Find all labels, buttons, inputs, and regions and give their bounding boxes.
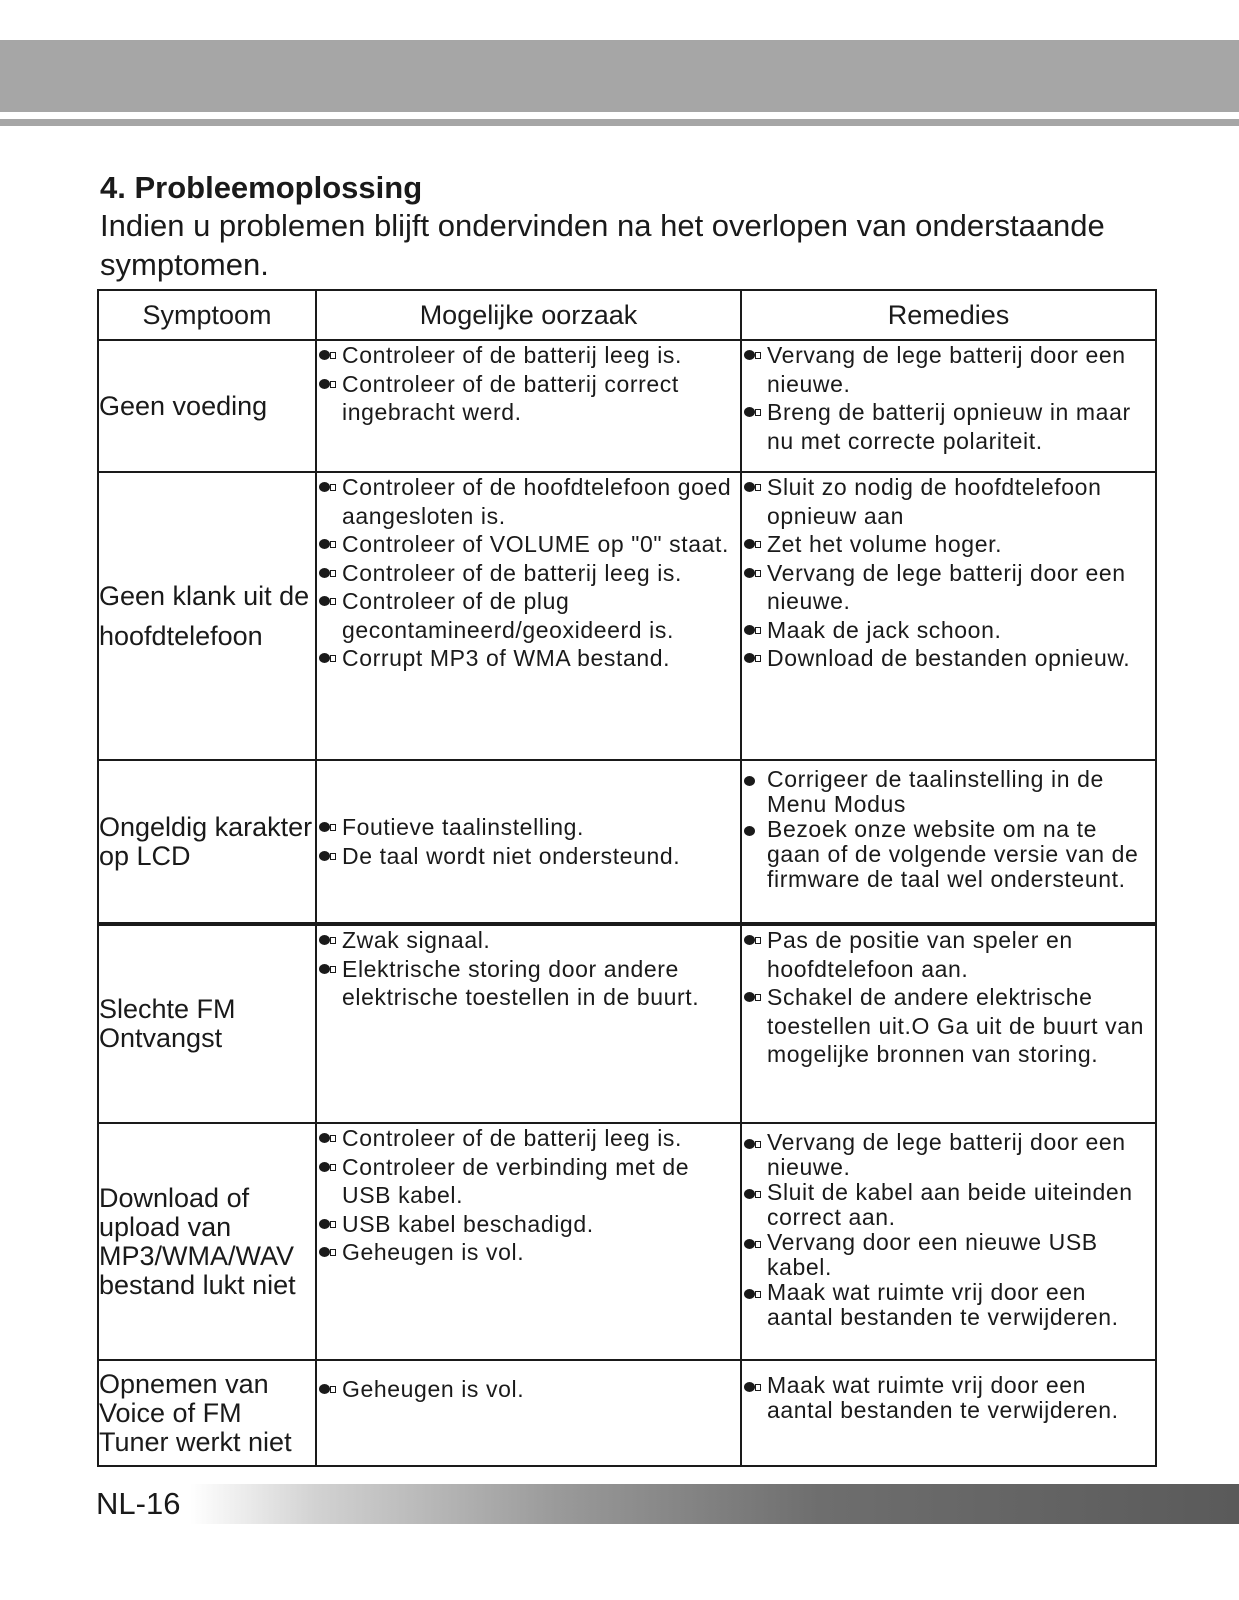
cause-cell xyxy=(316,472,741,760)
list-item: Maak de jack schoon. xyxy=(742,616,1155,645)
table-row xyxy=(98,760,1156,924)
list-item: Vervang door een nieuwe USB kabel. xyxy=(742,1230,1155,1280)
header-symptom: Symptoom xyxy=(98,290,316,340)
list-item: Download de bestanden opnieuw. xyxy=(742,644,1155,673)
list-item: Controleer of de batterij leeg is. xyxy=(317,1124,740,1153)
list-item: Schakel de andere elektrische toestellen uit.O Ga uit de buurt van mogelijke bronnen van storing. xyxy=(742,983,1155,1069)
list-item: Vervang de lege batterij door een nieuwe. xyxy=(742,559,1155,616)
footer-band xyxy=(190,1484,1239,1524)
list-item: Breng de batterij opnieuw in maar nu met correcte polariteit. xyxy=(742,398,1155,455)
header-cause: Mogelijke oorzaak xyxy=(316,290,741,340)
symptom-cell: Geen klank uit de hoofdtelefoon xyxy=(98,472,316,760)
list-item: Sluit zo nodig de hoofdtelefoon opnieuw aan xyxy=(742,473,1155,530)
cause-cell xyxy=(316,340,741,472)
table-row xyxy=(98,1360,1156,1466)
symptom-cell: Geen voeding xyxy=(98,340,316,472)
list-item: Maak wat ruimte vrij door een aantal bestanden te verwijderen. xyxy=(742,1280,1155,1330)
remedy-cell xyxy=(741,760,1156,924)
section-title: 4. Probleemoplossing xyxy=(100,170,423,205)
list-item: Elektrische storing door andere elektrische toestellen in de buurt. xyxy=(317,955,740,1012)
symptom-cell: Opnemen van Voice of FM Tuner werkt niet xyxy=(98,1360,316,1466)
cause-cell xyxy=(316,924,741,1123)
list-item: Controleer of VOLUME op "0" staat. xyxy=(317,530,740,559)
page-number: NL-16 xyxy=(96,1486,181,1521)
symptom-cell: Slechte FM Ontvangst xyxy=(98,924,316,1123)
list-item: Controleer of de batterij correct ingebracht werd. xyxy=(317,370,740,427)
list-item: Zwak signaal. xyxy=(317,926,740,955)
list-item: Controleer of de plug gecontamineerd/geoxideerd is. xyxy=(317,587,740,644)
list-item: Sluit de kabel aan beide uiteinden correct aan. xyxy=(742,1180,1155,1230)
list-item: Controleer of de hoofdtelefoon goed aangesloten is. xyxy=(317,473,740,530)
remedy-cell xyxy=(741,924,1156,1123)
list-item: Vervang de lege batterij door een nieuwe. xyxy=(742,341,1155,398)
table-row xyxy=(98,1123,1156,1360)
remedy-cell xyxy=(741,340,1156,472)
troubleshooting-table xyxy=(97,289,1157,1467)
cause-cell xyxy=(316,1123,741,1360)
list-item: Bezoek onze website om na te gaan of de volgende versie van de firmware de taal wel ondersteunt. xyxy=(742,817,1155,892)
header-rule xyxy=(0,119,1239,126)
list-item: Corrigeer de taalinstelling in de Menu Modus xyxy=(742,767,1155,817)
table-row xyxy=(98,472,1156,760)
remedy-cell xyxy=(741,1123,1156,1360)
remedy-cell xyxy=(741,472,1156,760)
list-item: USB kabel beschadigd. xyxy=(317,1210,740,1239)
section-intro: Indien u problemen blijft ondervinden na het overlopen van onderstaande symptomen. xyxy=(100,208,1105,282)
symptom-cell: Download of upload van MP3/WMA/WAV bestand lukt niet xyxy=(98,1123,316,1360)
table-header-row xyxy=(98,290,1156,340)
list-item: Geheugen is vol. xyxy=(317,1375,740,1404)
table-row xyxy=(98,340,1156,472)
header-remedies: Remedies xyxy=(741,290,1156,340)
list-item: Foutieve taalinstelling. xyxy=(317,813,740,842)
remedy-cell xyxy=(741,1360,1156,1466)
list-item: Pas de positie van speler en hoofdtelefoon aan. xyxy=(742,926,1155,983)
header-band xyxy=(0,40,1239,112)
list-item: Geheugen is vol. xyxy=(317,1238,740,1267)
cause-cell xyxy=(316,760,741,924)
list-item: Controleer of de batterij leeg is. xyxy=(317,341,740,370)
table-row xyxy=(98,924,1156,1123)
list-item: Maak wat ruimte vrij door een aantal bestanden te verwijderen. xyxy=(742,1373,1155,1423)
cause-cell xyxy=(316,1360,741,1466)
list-item: Zet het volume hoger. xyxy=(742,530,1155,559)
list-item: Vervang de lege batterij door een nieuwe. xyxy=(742,1130,1155,1180)
list-item: Corrupt MP3 of WMA bestand. xyxy=(317,644,740,673)
list-item: De taal wordt niet ondersteund. xyxy=(317,842,740,871)
list-item: Controleer de verbinding met de USB kabel. xyxy=(317,1153,740,1210)
symptom-cell: Ongeldig karakter op LCD xyxy=(98,760,316,924)
list-item: Controleer of de batterij leeg is. xyxy=(317,559,740,588)
